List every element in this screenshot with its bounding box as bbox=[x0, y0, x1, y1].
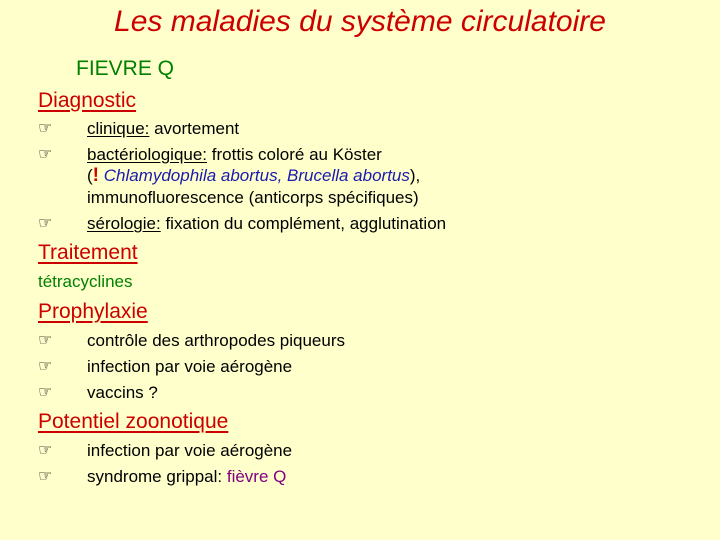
diagnostic-item-clinique bbox=[87, 118, 239, 139]
hand-pointing-icon: ☞ bbox=[38, 468, 53, 485]
potentiel-heading: Potentiel zoonotique bbox=[38, 410, 229, 433]
potentiel-item bbox=[87, 466, 286, 487]
traitement-text: tétracyclines bbox=[38, 272, 133, 291]
diagnostic-text-bacteriologique: frottis coloré au Köster bbox=[207, 145, 382, 164]
prophylaxie-item: contrôle des arthropodes piqueurs bbox=[87, 331, 345, 350]
diagnostic-species-line bbox=[87, 165, 420, 186]
hand-pointing-icon: ☞ bbox=[38, 384, 53, 401]
hand-pointing-icon: ☞ bbox=[38, 120, 53, 137]
prophylaxie-heading: Prophylaxie bbox=[38, 300, 148, 323]
traitement-heading: Traitement bbox=[38, 241, 138, 264]
prophylaxie-item: vaccins ? bbox=[87, 383, 158, 402]
diagnostic-text-serologie: fixation du complément, agglutination bbox=[160, 214, 447, 233]
paren-open: ( bbox=[87, 166, 93, 185]
potentiel-item: infection par voie aérogène bbox=[87, 441, 293, 460]
diagnostic-item-serologie bbox=[87, 213, 446, 234]
hand-pointing-icon: ☞ bbox=[38, 358, 53, 375]
page-title: Les maladies du système circulatoire bbox=[114, 5, 606, 38]
diagnostic-item-bacteriologique bbox=[87, 144, 382, 165]
diagnostic-label-clinique: clinique: bbox=[87, 119, 150, 138]
hand-pointing-icon: ☞ bbox=[38, 442, 53, 459]
subtitle: FIEVRE Q bbox=[76, 57, 175, 80]
hand-pointing-icon: ☞ bbox=[38, 332, 53, 349]
diagnostic-immuno-line: immunofluorescence (anticorps spécifiques) bbox=[87, 188, 419, 207]
diagnostic-label-serologie: sérologie: bbox=[87, 214, 161, 233]
potentiel-item-prefix: syndrome grippal: bbox=[87, 467, 227, 486]
diagnostic-text-clinique: avortement bbox=[149, 119, 240, 138]
diagnostic-label-bacteriologique: bactériologique: bbox=[87, 145, 208, 164]
hand-pointing-icon: ☞ bbox=[38, 146, 53, 163]
hand-pointing-icon: ☞ bbox=[38, 215, 53, 232]
diagnostic-heading: Diagnostic bbox=[38, 89, 137, 112]
species-names: Chlamydophila abortus, Brucella abortus bbox=[99, 166, 410, 185]
paren-close: ), bbox=[409, 166, 421, 185]
prophylaxie-item: infection par voie aérogène bbox=[87, 357, 293, 376]
exclamation-mark: ! bbox=[92, 165, 99, 186]
fievre-q-highlight: fièvre Q bbox=[226, 467, 287, 486]
